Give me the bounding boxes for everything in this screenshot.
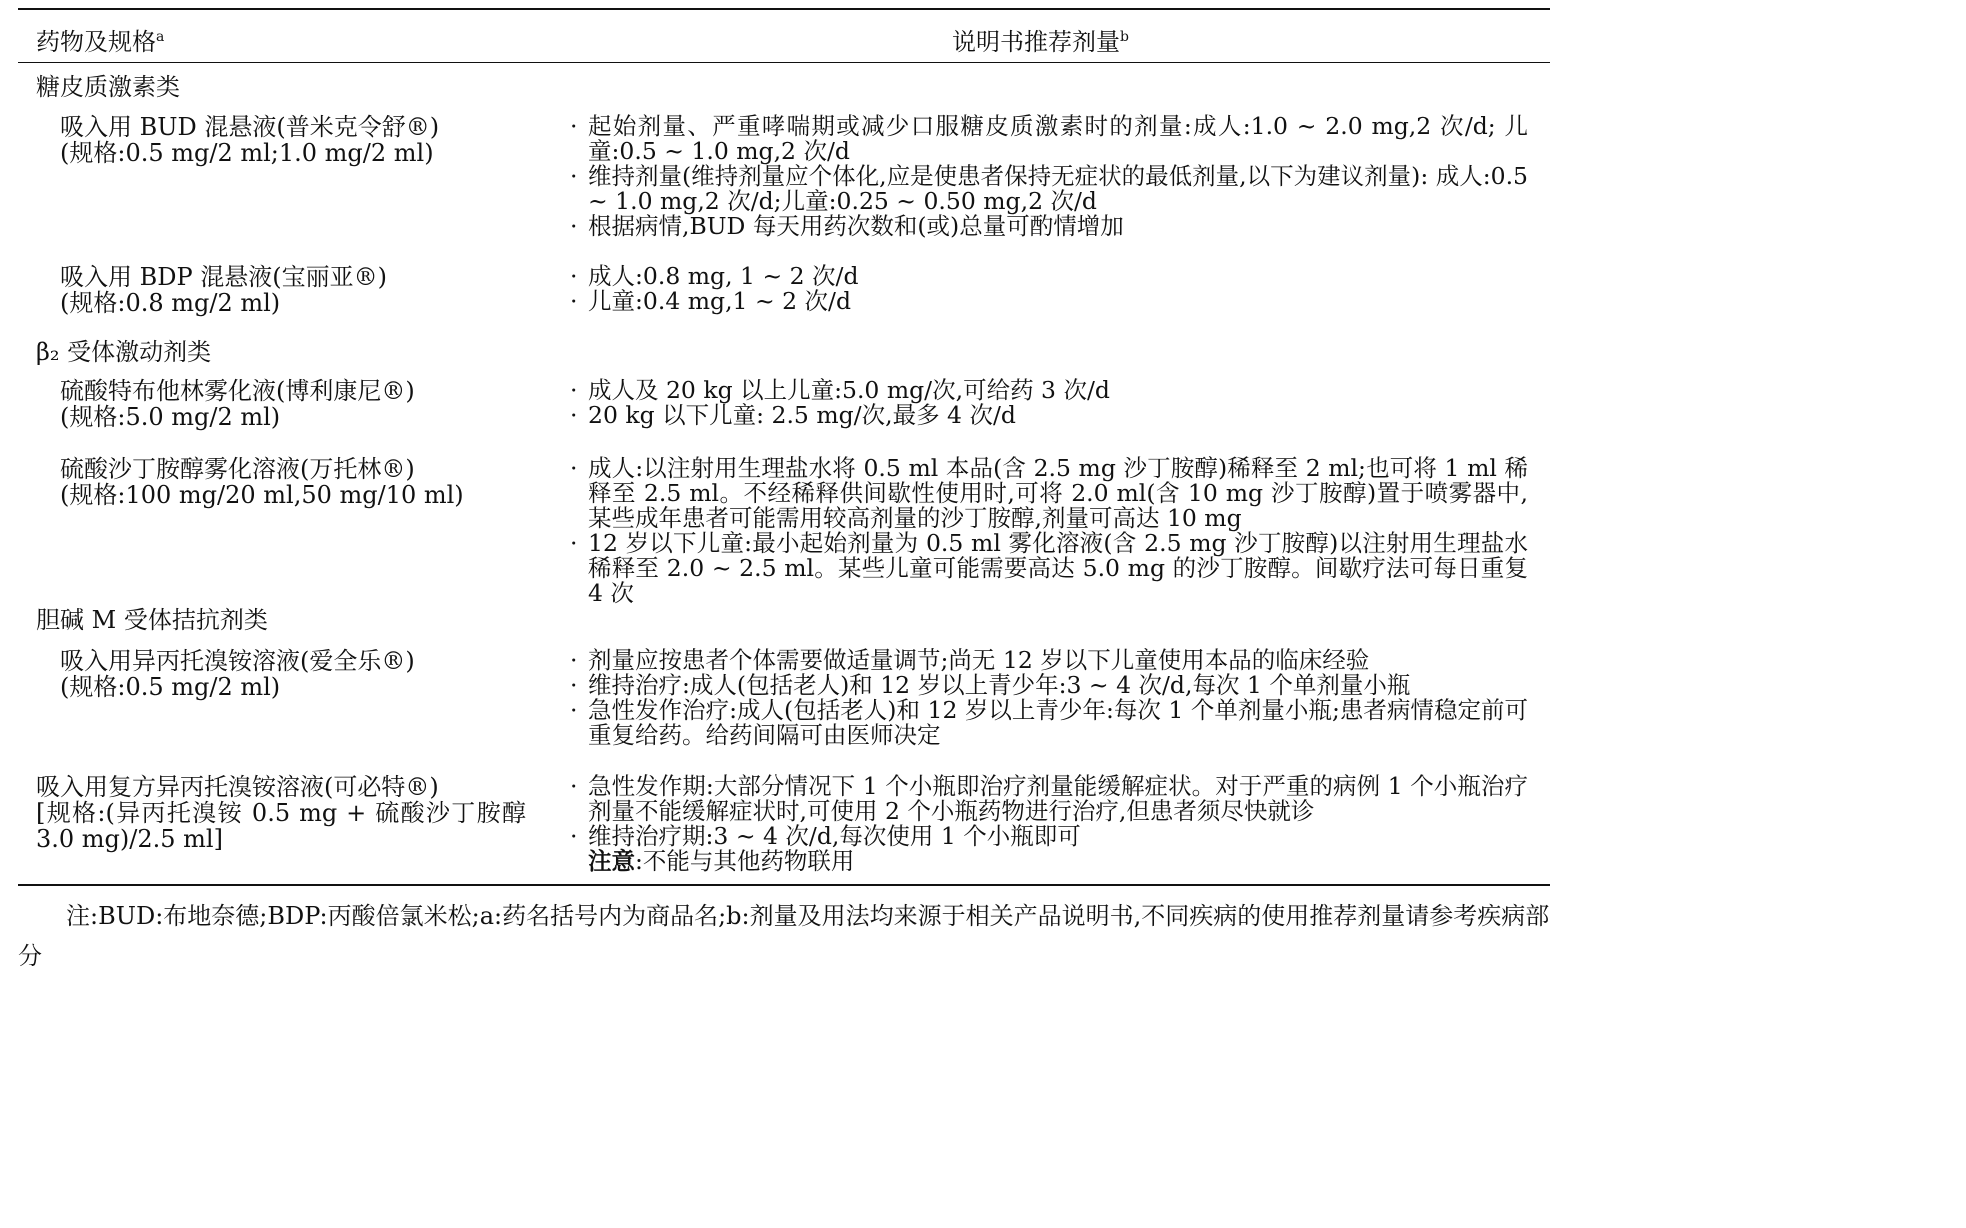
drug-ipratropium xyxy=(60,648,415,700)
category-beta2-agonists: β₂ 受体激动剂类 xyxy=(36,338,212,366)
dose-item: · 成人:0.8 mg, 1 ~ 2 次/d xyxy=(570,264,1528,289)
drug-bdp xyxy=(60,264,387,316)
dose-item: · 根据病情,BUD 每天用药次数和(或)总量可酌情增加 xyxy=(570,214,1528,239)
dose-salbutamol xyxy=(570,456,1528,606)
dose-item: · 起始剂量、严重哮喘期或减少口服糖皮质激素时的剂量:成人:1.0 ~ 2.0 mg,2 次/d; 儿童:0.5 ~ 1.0 mg,2 次/d xyxy=(570,114,1528,164)
note-label: 注意 xyxy=(588,847,635,875)
header-col1-text: 药物及规格 xyxy=(36,28,156,56)
drug-spec: (规格:5.0 mg/2 ml) xyxy=(60,403,281,431)
footnote: 注:BUD:布地奈德;BDP:丙酸倍氯米松;a:药名括号内为商品名;b:剂量及用法均来源于相关产品说明书,不同疾病的使用推荐剂量请参考疾病部分 xyxy=(18,902,1550,970)
dose-bdp xyxy=(570,264,1528,314)
drug-spec: (规格:0.8 mg/2 ml) xyxy=(60,289,281,317)
header-col1-sup: a xyxy=(156,29,165,45)
dose-item: · 成人及 20 kg 以上儿童:5.0 mg/次,可给药 3 次/d xyxy=(570,378,1528,403)
dose-item: · 急性发作治疗:成人(包括老人)和 12 岁以上青少年:每次 1 个单剂量小瓶;患者病情稳定前可重复给药。给药间隔可由医师决定 xyxy=(570,698,1528,748)
dose-item: · 成人:以注射用生理盐水将 0.5 ml 本品(含 2.5 mg 沙丁胺醇)稀释至 2 ml;也可将 1 ml 稀释至 2.5 ml。不经稀释供间歇性使用时,可将 2.0 ml(含 10 mg 沙丁胺醇)置于喷雾器中,某些成年患者可能需用较高剂量的沙丁胺醇,剂量可高达 10 mg xyxy=(570,456,1528,531)
dose-bud xyxy=(570,114,1528,239)
drug-name: 硫酸沙丁胺醇雾化溶液(万托林®) xyxy=(60,455,415,483)
drug-spec: (规格:0.5 mg/2 ml) xyxy=(60,673,281,701)
dose-item: · 剂量应按患者个体需要做适量调节;尚无 12 岁以下儿童使用本品的临床经验 xyxy=(570,648,1528,673)
drug-name: 吸入用复方异丙托溴铵溶液(可必特®) xyxy=(36,773,439,801)
dose-ipratropium xyxy=(570,648,1528,748)
header-col2 xyxy=(952,22,1129,57)
dose-item: · 急性发作期:大部分情况下 1 个小瓶即治疗剂量能缓解症状。对于严重的病例 1 个小瓶治疗剂量不能缓解症状时,可使用 2 个小瓶药物进行治疗,但患者须尽快就诊 xyxy=(570,774,1528,824)
note-line xyxy=(570,849,1528,874)
header-col1 xyxy=(36,22,164,57)
header-col2-sup: b xyxy=(1120,29,1129,45)
drug-bud xyxy=(60,114,439,166)
drug-name: 吸入用 BDP 混悬液(宝丽亚®) xyxy=(60,263,388,291)
dose-item: · 儿童:0.4 mg,1 ~ 2 次/d xyxy=(570,289,1528,314)
drug-spec: (规格:100 mg/20 ml,50 mg/10 ml) xyxy=(60,481,464,509)
drug-name: 硫酸特布他林雾化液(博利康尼®) xyxy=(60,377,415,405)
dose-item: · 维持治疗期:3 ~ 4 次/d,每次使用 1 个小瓶即可 xyxy=(570,824,1528,849)
header-rule xyxy=(18,62,1550,63)
dose-terbutaline xyxy=(570,378,1528,428)
dose-item: · 维持剂量(维持剂量应个体化,应是使患者保持无症状的最低剂量,以下为建议剂量): 成人:0.5 ~ 1.0 mg,2 次/d;儿童:0.25 ~ 0.50 mg,2 次/d xyxy=(570,164,1528,214)
dose-combivent xyxy=(570,774,1528,874)
header-col2-text: 说明书推荐剂量 xyxy=(952,28,1120,56)
dose-item: · 20 kg 以下儿童: 2.5 mg/次,最多 4 次/d xyxy=(570,403,1528,428)
note-text: :不能与其他药物联用 xyxy=(635,847,855,875)
drug-terbutaline xyxy=(60,378,415,430)
dose-item: · 12 岁以下儿童:最小起始剂量为 0.5 ml 雾化溶液(含 2.5 mg 沙丁胺醇)以注射用生理盐水稀释至 2.0 ~ 2.5 ml。某些儿童可能需要高达 5.0 mg 的沙丁胺醇。间歇疗法可每日重复 4 次 xyxy=(570,531,1528,606)
dose-item: · 维持治疗:成人(包括老人)和 12 岁以上青少年:3 ~ 4 次/d,每次 1 个单剂量小瓶 xyxy=(570,673,1528,698)
drug-spec: (规格:0.5 mg/2 ml;1.0 mg/2 ml) xyxy=(60,139,434,167)
category-m-antagonists: 胆碱 M 受体拮抗剂类 xyxy=(36,606,268,634)
drug-salbutamol xyxy=(60,456,464,508)
drug-combivent xyxy=(36,774,526,852)
drug-spec: [规格:(异丙托溴铵 0.5 mg + 硫酸沙丁胺醇 3.0 mg)/2.5 ml] xyxy=(36,799,526,853)
drug-name: 吸入用 BUD 混悬液(普米克令舒®) xyxy=(60,113,440,141)
bottom-rule xyxy=(18,884,1550,886)
category-glucocorticoids: 糖皮质激素类 xyxy=(36,73,180,101)
top-rule xyxy=(18,8,1550,10)
drug-name: 吸入用异丙托溴铵溶液(爱全乐®) xyxy=(60,647,415,675)
